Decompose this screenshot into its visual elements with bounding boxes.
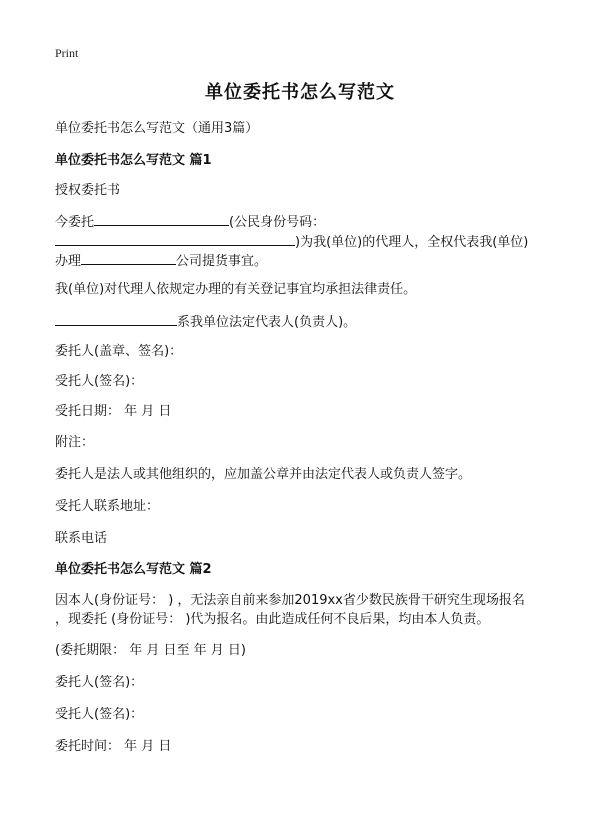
- entrust-prefix: 今委托: [55, 215, 95, 230]
- pickup-matter: 公司提货事宜。: [176, 254, 268, 269]
- section2-principal-signature: 委托人(签名)：: [55, 675, 144, 690]
- section2-paragraph-line-2: ，现委托 (身份证号： )代为报名。由此造成任何不良后果，均由本人负责。: [55, 612, 490, 627]
- section2-paragraph-line-1: 因本人(身份证号： ) ，无法亲自前来参加2019xx省少数民族骨干研究生现场报名: [55, 593, 525, 608]
- id-number-label: (公民身份号码：: [229, 215, 326, 230]
- entrust-period: (委托期限： 年 月 日至 年 月 日): [55, 643, 246, 658]
- liability-statement: 我(单位)对代理人依规定办理的有关登记事宜均承担法律责任。: [55, 282, 417, 297]
- agent-designation: )为我(单位)的代理人，全权代表我(单位): [295, 235, 529, 250]
- agent-signature: 受托人(签名)：: [55, 374, 144, 389]
- intro-text: 单位委托书怎么写范文（通用3篇）: [55, 121, 259, 136]
- section1-heading: 单位委托书怎么写范文 篇1: [55, 153, 212, 168]
- agent-name-blank: [94, 212, 229, 226]
- entrust-line-3: [55, 251, 267, 271]
- company-blank: [81, 251, 176, 265]
- note-text: 委托人是法人或其他组织的，应加盖公章并由法定代表人或负责人签字。: [55, 467, 472, 482]
- entrust-line-1: [55, 212, 325, 232]
- legal-representative-line: [55, 312, 356, 332]
- agent-address: 受托人联系地址：: [55, 499, 160, 514]
- contact-phone: 联系电话: [55, 531, 108, 546]
- entrust-line-2: [55, 232, 528, 252]
- entrust-time: 委托时间： 年 月 日: [55, 739, 172, 754]
- principal-signature: 委托人(盖章、签名)：: [55, 344, 183, 359]
- document-title: 单位委托书怎么写范文: [205, 82, 395, 103]
- note-label: 附注：: [55, 435, 95, 450]
- entrust-date: 受托日期： 年 月 日: [55, 404, 172, 419]
- legal-rep-blank: [55, 312, 177, 326]
- section2-heading: 单位委托书怎么写范文 篇2: [55, 562, 212, 577]
- print-label: Print: [55, 46, 79, 60]
- section2-agent-signature: 受托人(签名)：: [55, 707, 144, 722]
- legal-rep-text: 系我单位法定代表人(负责人)。: [177, 315, 357, 330]
- handle-prefix: 办理: [55, 254, 82, 269]
- authorization-title: 授权委托书: [55, 183, 121, 198]
- id-number-blank: [55, 232, 295, 246]
